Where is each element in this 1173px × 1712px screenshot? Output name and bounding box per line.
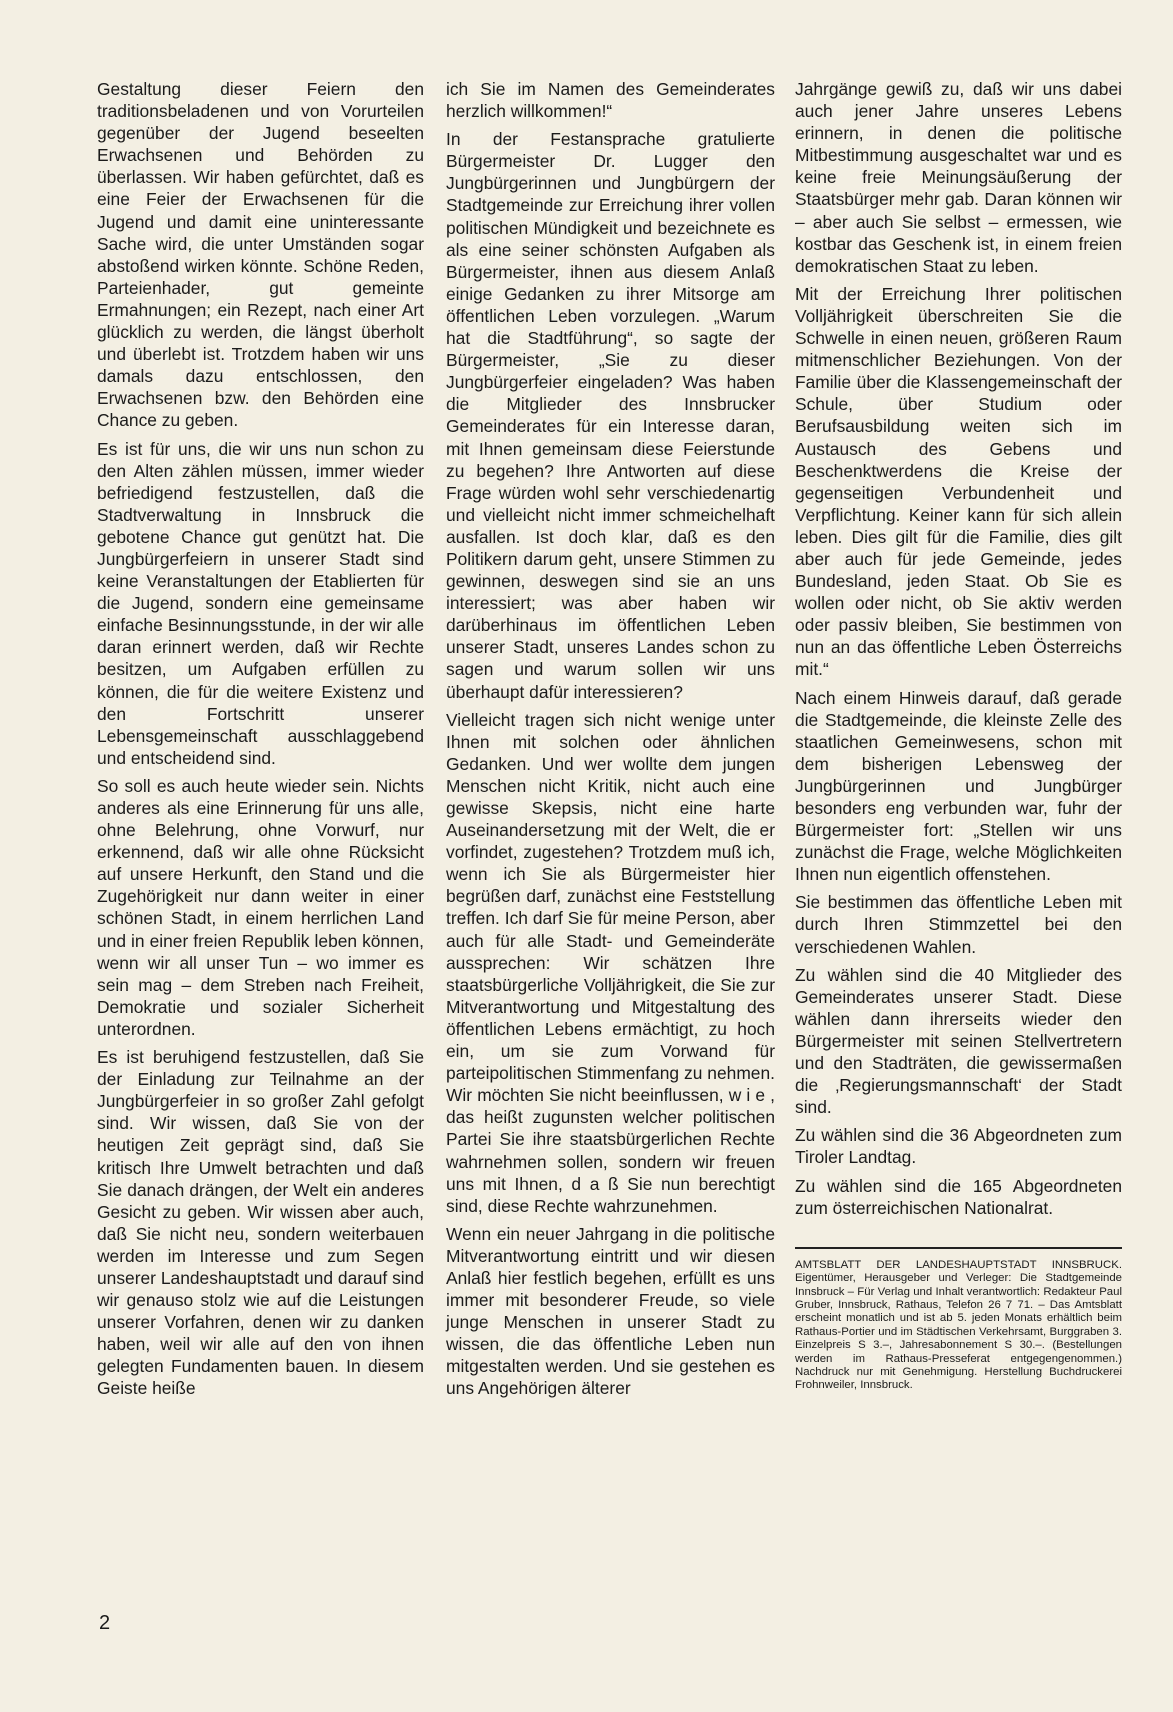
- paragraph: Zu wählen sind die 36 Abgeordneten zum Tiroler Landtag.: [795, 1125, 1122, 1168]
- paragraph: Wenn ein neuer Jahrgang in die politische Mitverantwortung eintritt und wir diesen Anlaß hier festlich begehen, erfüllt es uns immer mit besonderer Freude, so viele junge Menschen in unserer Stadt zu wissen, die das öffentliche Leben nun mitgestalten werden. Und sie gestehen es uns Angehörigen älterer: [446, 1223, 775, 1399]
- paragraph: Es ist für uns, die wir uns nun schon zu den Alten zählen müssen, immer wieder befriedigend festzustellen, daß die Stadtverwaltung in Innsbruck die gebotene Chance gut genützt hat. Die Jungbürgerfeiern in unserer Stadt sind keine Veranstaltungen der Etablierten für die Jugend, sondern eine gemeinsame einfache Besinnungsstunde, in der wir alle daran erinnert werden, daß wir Rechte besitzen, um Aufgaben erfüllen zu können, die für die weitere Existenz und den Fortschritt unserer Lebensgemeinschaft ausschlaggebend und entscheidend sind.: [97, 438, 424, 768]
- paragraph: In der Festansprache gratulierte Bürgermeister Dr. Lugger den Jungbürgerinnen und Jungbürgern der Stadtgemeinde zur Erreichung ihrer vollen politischen Mündigkeit und bezeichnete es als eine seiner schönsten Aufgaben als Bürgermeister, ihnen aus diesem Anlaß einige Gedanken zu ihrer Mitsorge am öffentlichen Leben vorzulegen. „Warum hat die Stadtführung“, so sagte der Bürgermeister, „Sie zu dieser Jungbürgerfeier eingeladen? Was haben die Mitglieder des Innsbrucker Gemeinderates für ein Interesse daran, mit Ihnen gemeinsam diese Feierstunde zu begehen? Ihre Antworten auf diese Frage würden wohl sehr verschiedenartig und vielleicht nicht immer schmeichelhaft ausfallen. Ist doch klar, daß es den Politikern darum geht, unsere Stimmen zu gewinnen, deswegen sind sie an uns interessiert; was aber haben wir darüberhinaus im öffentlichen Leben unserer Stadt, unseres Landes schon zu sagen und warum sollen wir uns überhaupt dafür interessieren?: [446, 129, 775, 702]
- imprint: AMTSBLATT DER LANDESHAUPTSTADT INNSBRUCK. Eigentümer, Herausgeber und Verleger: Die Stadtgemeinde Innsbruck – Für Verlag und Inhalt verantwortlich: Redakteur Paul Gruber, Innsbruck, Rathaus, Telefon 26 7 71. – Das Amtsblatt erscheint monatlich und ist ab 5. jeden Monats erhältlich beim Rathaus-Portier und im Städtischen Verkehrsamt, Burggraben 3. Einzelpreis S 3.–, Jahresabonnement S 30.–. (Bestellungen werden im Rathaus-Presseferat entgegengenommen.) Nachdruck nur mit Genehmigung. Herstellung Buchdruckerei Frohnweiler, Innsbruck.: [795, 1258, 1122, 1392]
- text-column-3: [795, 78, 1122, 1393]
- paragraph: Mit der Erreichung Ihrer politischen Volljährigkeit überschreiten Sie die Schwelle in einen neuen, größeren Raum mitmenschlicher Beziehungen. Von der Familie über die Klassengemeinschaft der Schule, über Studium oder Berufsausbildung weiten sich im Austausch des Gebens und Beschenktwerdens die Kreise der gegenseitigen Verbundenheit und Verpflichtung. Keiner kann für sich allein leben. Dies gilt für die Familie, dies gilt aber auch für jede Gemeinde, jedes Bundesland, jeden Staat. Ob Sie es wollen oder nicht, ob Sie aktiv werden oder passiv bleiben, Sie bestimmen von nun an das öffentliche Leben Österreichs mit.“: [795, 283, 1122, 680]
- text-column-2: [446, 78, 775, 1400]
- page-number: 2: [99, 1612, 111, 1634]
- paragraph: Gestaltung dieser Feiern den traditionsbeladenen und von Vorurteilen gegenüber der Jugend beseelten Erwachsenen und Behörden zu überlassen. Wir haben gefürchtet, daß es eine Feier der Erwachsenen für die Jugend und damit eine uninteressante Sache wird, die unter Umständen sogar abstoßend wirken könnte. Schöne Reden, Parteienhader, gut gemeinte Ermahnungen; ein Rezept, nach einer Art glücklich zu werden, die längst überholt und überlebt ist. Trotzdem haben wir uns damals dazu entschlossen, den Erwachsenen bzw. den Behörden eine Chance zu geben.: [97, 79, 424, 431]
- paragraph: Zu wählen sind die 165 Abgeordneten zum österreichischen Nationalrat.: [795, 1175, 1122, 1218]
- paragraph: Zu wählen sind die 40 Mitglieder des Gemeinderates unserer Stadt. Diese wählen dann ihrerseits wieder den Bürgermeister mit seinen Stellvertretern und den Stadträten, die gewissermaßen die ‚Regierungsmannschaft‘ der Stadt sind.: [795, 964, 1122, 1118]
- paragraph: Sie bestimmen das öffentliche Leben mit durch Ihren Stimmzettel bei den verschiedenen Wahlen.: [795, 892, 1122, 957]
- imprint-divider: [795, 1247, 1122, 1249]
- paragraph: Vielleicht tragen sich nicht wenige unter Ihnen mit solchen oder ähnlichen Gedanken. Und wer wollte dem jungen Menschen nicht Kritik, nicht auch eine gewisse Skepsis, nicht eine harte Auseinandersetzung mit der Welt, die er vorfindet, zugestehen? Trotzdem muß ich, wenn ich Sie als Bürgermeister hier begrüßen darf, zunächst eine Feststellung treffen. Ich darf Sie für meine Person, aber auch für alle Stadt- und Gemeinderäte aussprechen: Wir schätzen Ihre staatsbürgerliche Volljährigkeit, die Sie zur Mitverantwortung und Mitgestaltung des öffentlichen Lebens ermächtigt, zu hoch ein, um sie zum Vorwand für parteipolitischen Stimmenfang zu nehmen. Wir möchten Sie nicht beeinflussen, w i e , das heißt zugunsten welcher politischen Partei Sie ihre staatsbürgerlichen Rechte wahrnehmen sollen, sondern wir freuen uns mit Ihnen, d a ß Sie nun berechtigt sind, diese Rechte wahrzunehmen.: [446, 709, 775, 1216]
- text-column-1: [97, 78, 424, 1400]
- paragraph: Jahrgänge gewiß zu, daß wir uns dabei auch jener Jahre unseres Lebens erinnern, in denen die politische Mitbestimmung ausgeschaltet war und es keine freie Meinungsäußerung der Staatsbürger mehr gab. Daran können wir – aber auch Sie selbst – ermessen, wie kostbar das Geschenk ist, in einem freien demokratischen Staat zu leben.: [795, 79, 1122, 276]
- paragraph: Es ist beruhigend festzustellen, daß Sie der Einladung zur Teilnahme an der Jungbürgerfeier in so großer Zahl gefolgt sind. Wir wissen, daß Sie von der heutigen Zeit geprägt sind, daß Sie kritisch Ihre Umwelt betrachten und daß Sie danach drängen, der Welt ein anderes Gesicht zu geben. Wir wissen aber auch, daß Sie nicht neu, sondern weiterbauen werden im Interesse und zum Segen unserer Landeshauptstadt und darauf sind wir genauso stolz wie auf die Leistungen unserer Vorfahren, denen wir zu danken haben, weil wir alle auf den von ihnen gelegten Fundamenten bauen. In diesem Geiste heiße: [97, 1047, 424, 1399]
- paragraph: So soll es auch heute wieder sein. Nichts anderes als eine Erinnerung für uns alle, ohne Belehrung, ohne Vorwurf, nur erkennend, daß wir alle ohne Rücksicht auf unsere Herkunft, den Stand und die Zugehörigkeit nur dann weiter in einer schönen Stadt, in einem herrlichen Land und in einer freien Republik leben können, wenn wir all unser Tun – wo immer es sein mag – dem Streben nach Freiheit, Demokratie und sozialer Sicherheit unterordnen.: [97, 775, 424, 1039]
- paragraph: Nach einem Hinweis darauf, daß gerade die Stadtgemeinde, die kleinste Zelle des staatlichen Gemeinwesens, schon mit dem bisherigen Lebensweg der Jungbürgerinnen und Jungbürger besonders eng verbunden war, fuhr der Bürgermeister fort: „Stellen wir uns zunächst die Frage, welche Möglichkeiten Ihnen nun eigentlich offenstehen.: [795, 687, 1122, 885]
- paragraph: ich Sie im Namen des Gemeinderates herzlich willkommen!“: [446, 79, 775, 122]
